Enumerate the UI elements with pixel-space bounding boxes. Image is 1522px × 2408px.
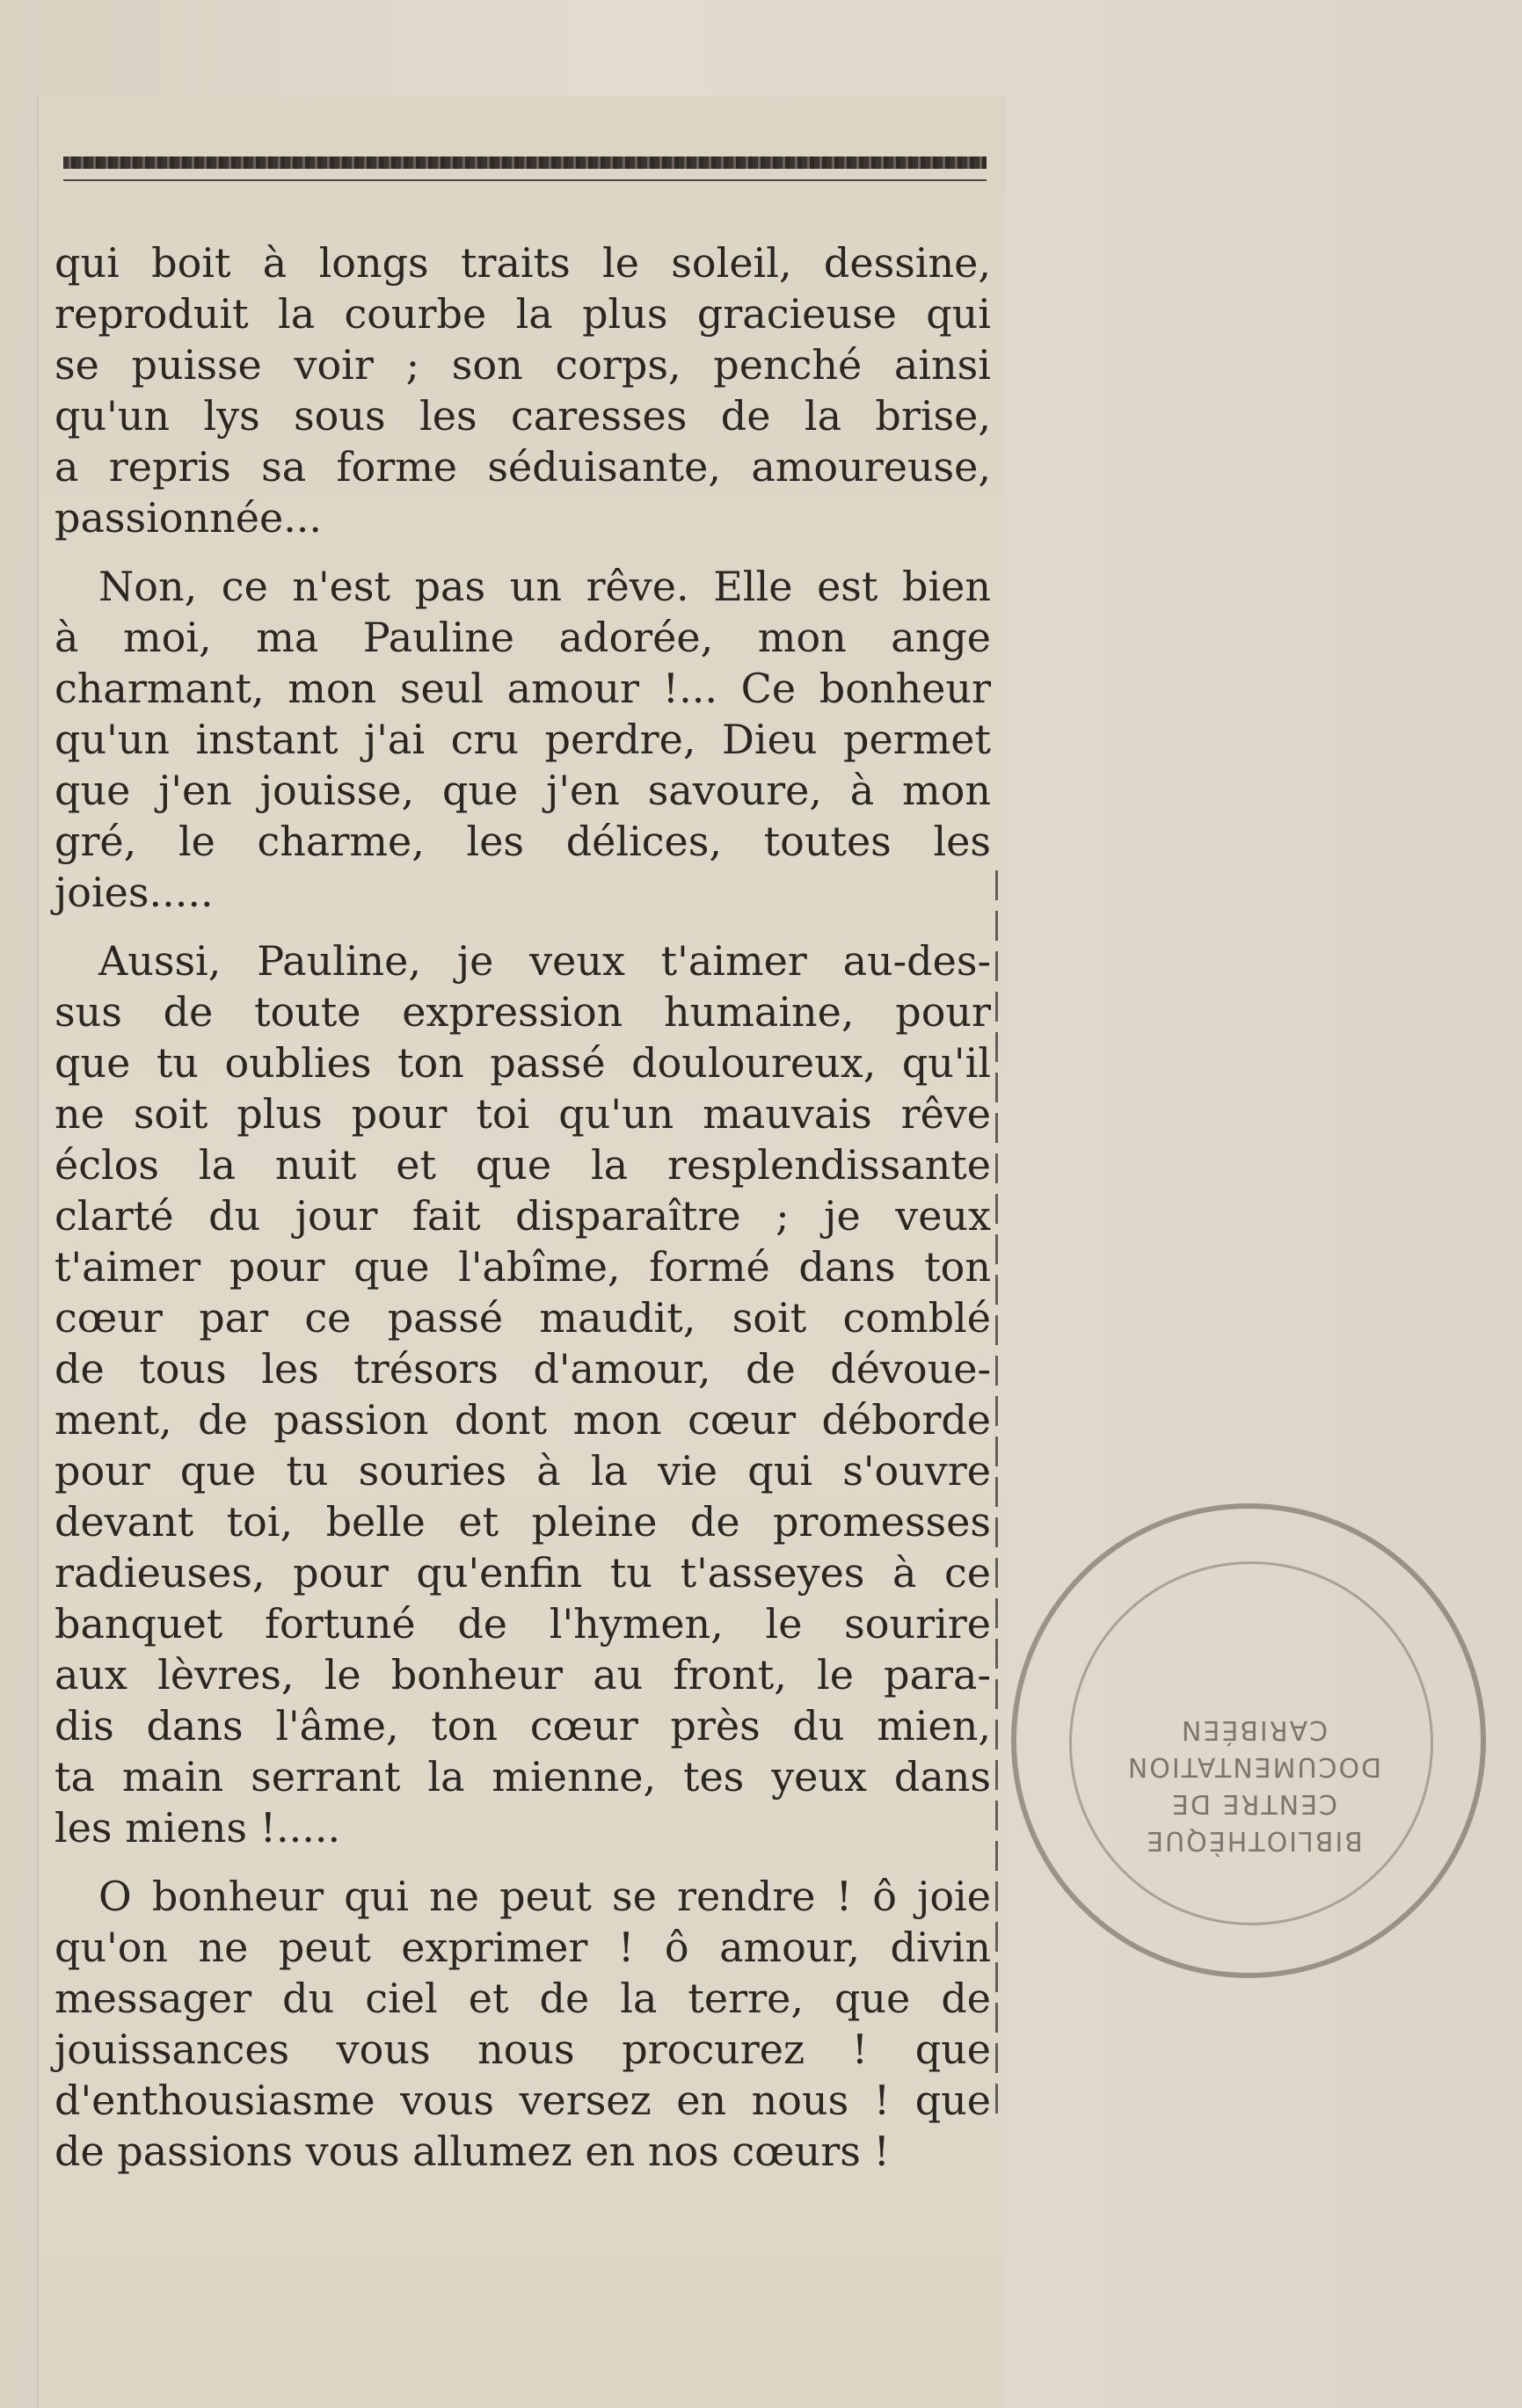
text-line: radieuses, pour qu'enfin tu t'asseyes à ce <box>55 1549 991 1597</box>
text-line: reproduit la courbe la plus gracieuse qui <box>55 290 991 338</box>
text-line: de tous les trésors d'amour, de dévoue- <box>55 1345 991 1393</box>
text-line: jouissances vous nous procurez ! que <box>55 2026 991 2073</box>
stamp-text <box>1096 1711 1412 1859</box>
text-line: ta main serrant la mienne, tes yeux dans <box>55 1753 991 1801</box>
text-line: cœur par ce passé maudit, soit comblé <box>55 1294 991 1342</box>
text-line: banquet fortuné de l'hymen, le sourire <box>55 1600 991 1648</box>
text-line: devant toi, belle et pleine de promesses <box>55 1498 991 1546</box>
paragraph <box>55 561 991 918</box>
text-line: se puisse voir ; son corps, penché ainsi <box>55 341 991 389</box>
text-line: les miens !..... <box>55 1804 341 1851</box>
paragraph <box>55 237 991 543</box>
stamp-text-line: CARIBÉEN <box>1179 1714 1329 1745</box>
text-line: t'aimer pour que l'abîme, formé dans ton <box>55 1243 991 1291</box>
text-line: joies..... <box>55 869 214 916</box>
text-line: charmant, mon seul amour !... Ce bonheur <box>55 665 991 712</box>
column-border-line <box>995 870 998 2119</box>
text-line: aux lèvres, le bonheur au front, le para- <box>55 1651 991 1699</box>
text-line: ment, de passion dont mon cœur déborde <box>55 1396 991 1444</box>
text-line: a repris sa forme séduisante, amoureuse, <box>55 443 991 491</box>
text-line: Non, ce n'est pas un rêve. Elle est bien <box>98 563 991 610</box>
stamp-text-line: BIBLIOTHÈQUE <box>1145 1825 1363 1856</box>
text-line: pour que tu souries à la vie qui s'ouvre <box>55 1447 991 1495</box>
library-stamp <box>1011 1503 1486 1978</box>
paragraph <box>55 1871 991 2177</box>
text-line: que tu oublies ton passé douloureux, qu'il <box>55 1039 991 1087</box>
text-line: qu'on ne peut exprimer ! ô amour, divin <box>55 1924 991 1971</box>
text-line: dis dans l'âme, ton cœur près du mien, <box>55 1702 991 1750</box>
paragraph <box>55 935 991 1853</box>
text-line: qui boit à longs traits le soleil, dessine, <box>55 239 991 287</box>
article-text-column <box>55 237 991 2194</box>
header-ornamental-rule <box>63 156 987 169</box>
stamp-text-line: CENTRE DE <box>1169 1788 1338 1819</box>
text-line: clarté du jour fait disparaître ; je veux <box>55 1192 991 1240</box>
text-line: sus de toute expression humaine, pour <box>55 988 991 1036</box>
text-line: passionnée... <box>55 494 323 542</box>
text-line: à moi, ma Pauline adorée, mon ange <box>55 614 991 661</box>
header-thin-rule <box>63 179 987 181</box>
text-line: gré, le charme, les délices, toutes les <box>55 818 991 865</box>
text-line: qu'un instant j'ai cru perdre, Dieu permet <box>55 716 991 763</box>
text-line: qu'un lys sous les caresses de la brise, <box>55 392 991 440</box>
text-line: que j'en jouisse, que j'en savoure, à mon <box>55 767 991 814</box>
text-line: ne soit plus pour toi qu'un mauvais rêve <box>55 1090 991 1138</box>
text-line: éclos la nuit et que la resplendissante <box>55 1141 991 1189</box>
stamp-text-line: DOCUMENTATION <box>1125 1751 1382 1782</box>
text-line: Aussi, Pauline, je veux t'aimer au-des- <box>98 937 991 985</box>
text-line: messager du ciel et de la terre, que de <box>55 1975 991 2022</box>
text-line: de passions vous allumez en nos cœurs ! <box>55 2128 890 2175</box>
text-line: d'enthousiasme vous versez en nous ! que <box>55 2077 991 2124</box>
text-line: O bonheur qui ne peut se rendre ! ô joie <box>98 1873 991 1920</box>
